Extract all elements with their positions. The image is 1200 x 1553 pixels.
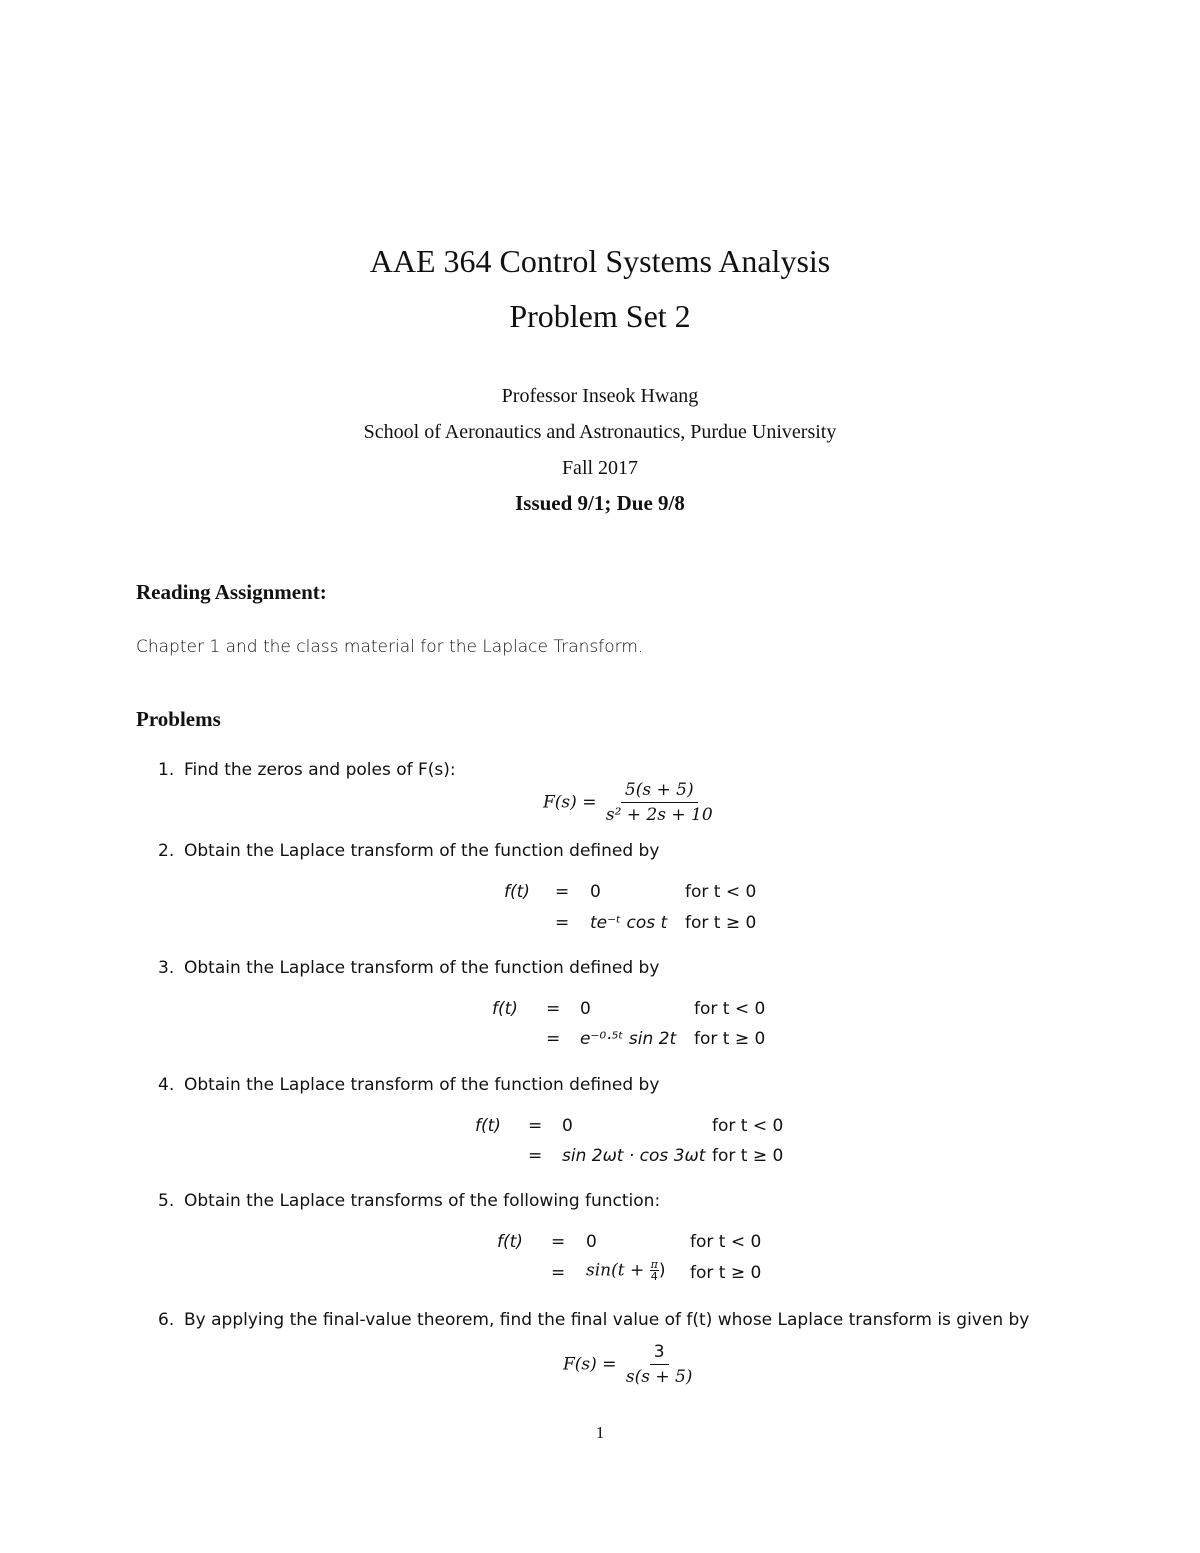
- numerator: 3: [650, 1342, 669, 1365]
- equation-1: [543, 780, 717, 825]
- eq4-equals-1: =: [528, 1116, 543, 1136]
- denominator: 4: [650, 1270, 658, 1283]
- problem-number: 6.: [158, 1310, 175, 1330]
- numerator: π: [650, 1258, 658, 1271]
- eq3-equals-2: =: [546, 1029, 561, 1049]
- eq3-equals-1: =: [546, 999, 561, 1019]
- problem-1: [158, 760, 456, 780]
- eq2-equals-1: =: [555, 882, 570, 902]
- eq4-lhs: f(t): [475, 1116, 501, 1136]
- pi-over-four-fraction: [650, 1259, 659, 1282]
- problem-text: By applying the final-value theorem, find the final value of f(t) whose Laplace transform is given by: [184, 1310, 1030, 1330]
- eq2-lhs: f(t): [504, 882, 530, 902]
- fraction: [602, 780, 717, 825]
- problem-5: [158, 1191, 660, 1211]
- problems-heading: Problems: [136, 707, 221, 731]
- equation-lhs: F(s) =: [543, 792, 597, 813]
- reading-heading: Reading Assignment:: [136, 580, 327, 604]
- problem-4: [158, 1075, 659, 1095]
- equation-lhs: F(s) =: [563, 1354, 617, 1375]
- denominator: s² + 2s + 10: [605, 805, 713, 825]
- course-title: AAE 364 Control Systems Analysis: [369, 243, 831, 279]
- problem-2: [158, 841, 659, 861]
- problem-number: 1.: [158, 760, 175, 780]
- close-paren: ): [658, 1260, 666, 1281]
- problem-number: 5.: [158, 1191, 175, 1211]
- eq3-condition-1: for t < 0: [694, 999, 766, 1019]
- problem-text: Obtain the Laplace transform of the function defined by: [184, 841, 660, 861]
- term: Fall 2017: [561, 457, 639, 479]
- denominator: s(s + 5): [625, 1367, 693, 1387]
- eq2-condition-1: for t < 0: [685, 882, 757, 902]
- eq5-condition-2: for t ≥ 0: [690, 1263, 762, 1283]
- problem-3: [158, 958, 659, 978]
- problem-text: Obtain the Laplace transform of the function defined by: [184, 1075, 660, 1095]
- eq2-value-2: te⁻ᵗ cos t: [590, 913, 668, 933]
- eq5-condition-1: for t < 0: [690, 1232, 762, 1252]
- eq2-equals-2: =: [555, 913, 570, 933]
- issue-due-dates: Issued 9/1; Due 9/8: [515, 491, 685, 515]
- eq4-value-1: 0: [562, 1116, 573, 1136]
- eq3-lhs: f(t): [492, 999, 518, 1019]
- reading-text: Chapter 1 and the class material for the Laplace Transform.: [136, 637, 644, 657]
- equation-6: [563, 1342, 696, 1387]
- problem-set-title: Problem Set 2: [509, 298, 691, 334]
- eq3-value-2: e⁻⁰·⁵ᵗ sin 2t: [580, 1029, 677, 1049]
- problem-6: [158, 1310, 1029, 1330]
- eq3-condition-2: for t ≥ 0: [694, 1029, 766, 1049]
- numerator: 5(s + 5): [621, 780, 698, 803]
- problem-text: Find the zeros and poles of F(s):: [184, 760, 456, 780]
- eq4-value-2: sin 2ωt · cos 3ωt: [562, 1146, 706, 1166]
- eq4-equals-2: =: [528, 1146, 543, 1166]
- eq4-condition-2: for t ≥ 0: [712, 1146, 784, 1166]
- sin-open: sin(t +: [586, 1260, 645, 1281]
- eq2-condition-2: for t ≥ 0: [685, 913, 757, 933]
- professor-name: Professor Inseok Hwang: [501, 385, 699, 407]
- school-name: School of Aeronautics and Astronautics, Purdue University: [363, 421, 837, 443]
- problem-text: Obtain the Laplace transform of the function defined by: [184, 958, 660, 978]
- eq4-condition-1: for t < 0: [712, 1116, 784, 1136]
- problem-number: 2.: [158, 841, 175, 861]
- eq5-lhs: f(t): [497, 1232, 523, 1252]
- eq5-equals-2: =: [551, 1263, 566, 1283]
- eq2-value-1: 0: [590, 882, 601, 902]
- page-number: 1: [595, 1423, 605, 1442]
- eq5-value-1: 0: [586, 1232, 597, 1252]
- problem-number: 3.: [158, 958, 175, 978]
- fraction: [622, 1342, 697, 1387]
- eq3-value-1: 0: [580, 999, 591, 1019]
- problem-number: 4.: [158, 1075, 175, 1095]
- eq5-value-2: [586, 1259, 666, 1282]
- problem-text: Obtain the Laplace transforms of the following function:: [184, 1191, 661, 1211]
- eq5-equals-1: =: [551, 1232, 566, 1252]
